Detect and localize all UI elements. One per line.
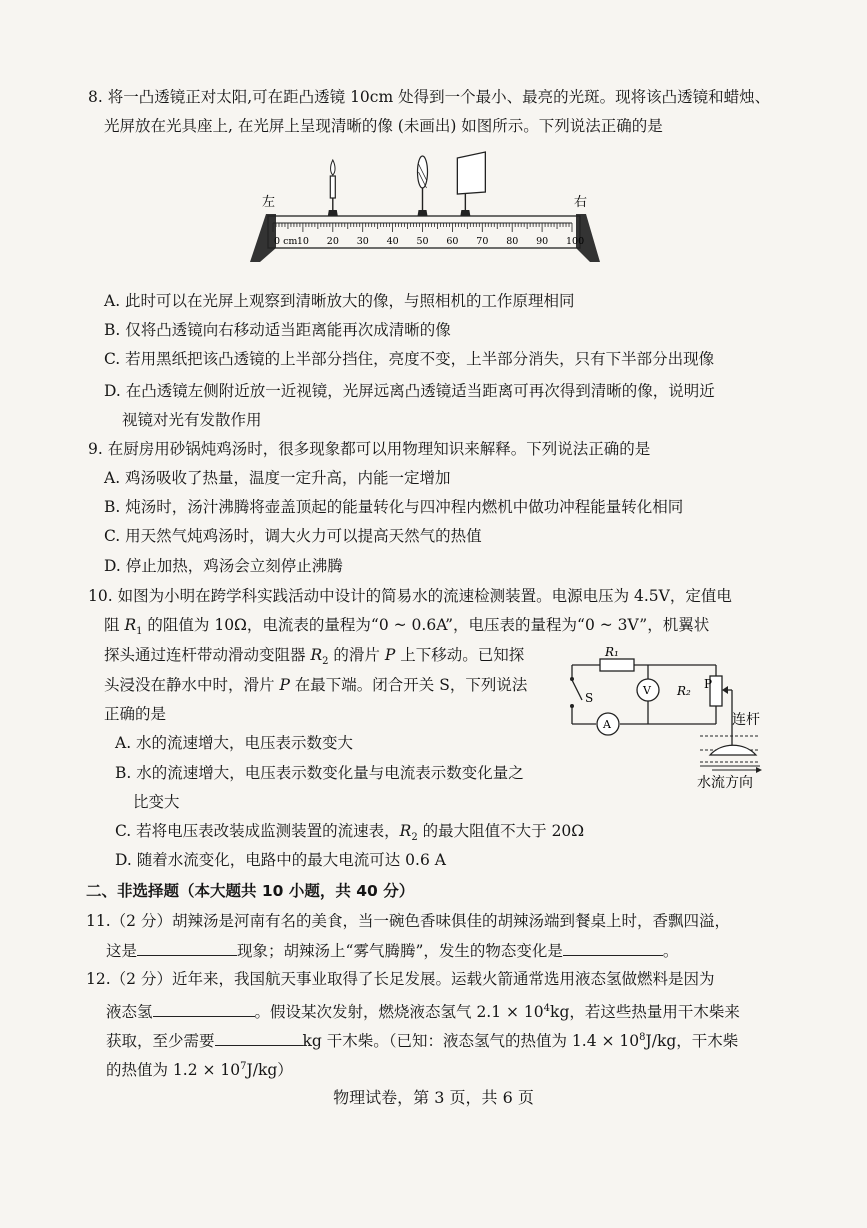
q10-stem-line5: 正确的是	[104, 705, 167, 723]
scale-label: 100	[566, 236, 585, 247]
q10-stem-line4: 头浸没在静水中时，滑片 P 在最下端。闭合开关 S，下列说法	[104, 676, 528, 694]
svg-text:S: S	[585, 691, 594, 705]
q9-option-a: A. 鸡汤吸收了热量，温度一定升高，内能一定增加	[104, 469, 451, 487]
q8-option-c: C. 若用黑纸把该凸透镜的上半部分挡住，亮度不变，上半部分消失，只有下半部分出现像	[104, 350, 715, 368]
q10-option-b-line1: B. 水的流速增大，电压表示数变化量与电流表示数变化量之	[115, 764, 524, 782]
q12-answer-blank-1[interactable]	[153, 1000, 255, 1017]
q8-stem-line2: 光屏放在光具座上, 在光屏上呈现清晰的像 (未画出) 如图所示。下列说法正确的是	[104, 117, 663, 135]
scale-label: 30	[356, 236, 369, 247]
page-footer: 物理试卷，第 3 页，共 6 页	[333, 1088, 534, 1107]
q11-stem-line1: 11.（2 分）胡辣汤是河南有名的美食，当一碗色香味俱佳的胡辣汤端到餐桌上时，香飘四溢，	[86, 912, 730, 930]
svg-text:V: V	[643, 684, 651, 697]
q12-answer-blank-2[interactable]	[215, 1029, 303, 1046]
q9-option-c: C. 用天然气炖鸡汤时，调大火力可以提高天然气的热值	[104, 527, 482, 545]
bench-right-label: 右	[574, 195, 588, 210]
scale-label: 10	[296, 236, 309, 247]
q10-option-b-line2: 比变大	[133, 793, 180, 811]
svg-text:连杆: 连杆	[732, 712, 760, 728]
scale-label: 0 cm	[274, 236, 298, 247]
scale-label: 60	[446, 236, 459, 247]
switch-s	[572, 680, 582, 700]
svg-text:R₂: R₂	[677, 684, 691, 698]
scale-label: 70	[476, 236, 489, 247]
svg-text:P: P	[704, 677, 713, 691]
q11-stem-line2[interactable]: 这是 现象；胡辣汤上“雾气腾腾”，发生的物态变化是 。	[106, 939, 678, 962]
scale-label: 40	[386, 236, 399, 247]
resistor-r1	[600, 659, 634, 671]
q10-option-c: C. 若将电压表改装成监测装置的流速表，$R_2$ 的最大阻值不大于 20Ω	[115, 822, 585, 844]
scale-label: 50	[416, 236, 429, 247]
wing-probe	[710, 745, 756, 755]
q8-stem-line1: 8. 将一凸透镜正对太阳,可在距凸透镜 10cm 处得到一个最小、最亮的光斑。现将该凸透镜和蜡烛、	[88, 88, 771, 106]
q8-option-b: B. 仅将凸透镜向右移动适当距离能再次成清晰的像	[104, 321, 451, 339]
q10-option-a: A. 水的流速增大，电压表示数变大	[115, 734, 354, 752]
q9-option-b: B. 炖汤时，汤汁沸腾将壶盖顶起的能量转化与四冲程内燃机中做功冲程能量转化相同	[104, 498, 684, 516]
scale-label: 80	[506, 236, 519, 247]
q11-answer-blank-2[interactable]	[563, 939, 663, 956]
q12-stem-line4: 的热值为 $1.2 \times 10^7J/kg$）	[106, 1061, 293, 1080]
q10-stem-line1: 10. 如图为小明在跨学科实践活动中设计的简易水的流速检测装置。电源电压为 4.5V，定值电	[88, 587, 732, 605]
section-2-heading: 二、非选择题（本大题共 10 小题，共 40 分）	[86, 882, 415, 900]
q12-stem-line1: 12.（2 分）近年来，我国航天事业取得了长足发展。运载火箭通常选用液态氢做燃料是因为	[86, 970, 715, 988]
scale-label: 90	[536, 236, 549, 247]
q10-stem-line3: 探头通过连杆带动滑动变阻器 $R_2$ 的滑片 P 上下移动。已知探	[104, 646, 525, 668]
q12-stem-line2[interactable]: 液态氢 。假设某次发射，燃烧液态氢气 $2.1 \times 10^4kg$，若这些热量用干木柴来	[106, 998, 740, 1023]
q8-option-d-line2: 视镜对光有发散作用	[122, 411, 262, 429]
scale-label: 20	[326, 236, 339, 247]
svg-text:R₁: R₁	[605, 645, 619, 659]
q9-option-d: D. 停止加热，鸡汤会立刻停止沸腾	[104, 557, 343, 575]
svg-text:A: A	[603, 718, 611, 731]
bench-left-label: 左	[262, 195, 276, 210]
q8-option-a: A. 此时可以在光屏上观察到清晰放大的像，与照相机的工作原理相同	[104, 292, 575, 310]
q8-option-d-line1: D. 在凸透镜左侧附近放一近视镜，光屏远离凸透镜适当距离可再次得到清晰的像，说明近	[104, 382, 715, 400]
q10-option-d: D. 随着水流变化，电路中的最大电流可达 0.6 A	[115, 851, 446, 869]
q12-stem-line3[interactable]: 获取，至少需要 kg 干木柴。（已知：液态氢气的热值为 $1.4 \times 10^8J/kg$，干木柴	[106, 1027, 738, 1052]
q11-answer-blank-1[interactable]	[137, 939, 237, 956]
q10-stem-line2: 阻 $R_1$ 的阻值为 10Ω，电流表的量程为“0 ~ 0.6A”，电压表的量程为“0 ~ 3V”，机翼状	[104, 616, 710, 638]
q9-stem: 9. 在厨房用砂锅炖鸡汤时，很多现象都可以用物理知识来解释。下列说法正确的是	[88, 440, 651, 458]
svg-text:水流方向: 水流方向	[697, 775, 753, 791]
